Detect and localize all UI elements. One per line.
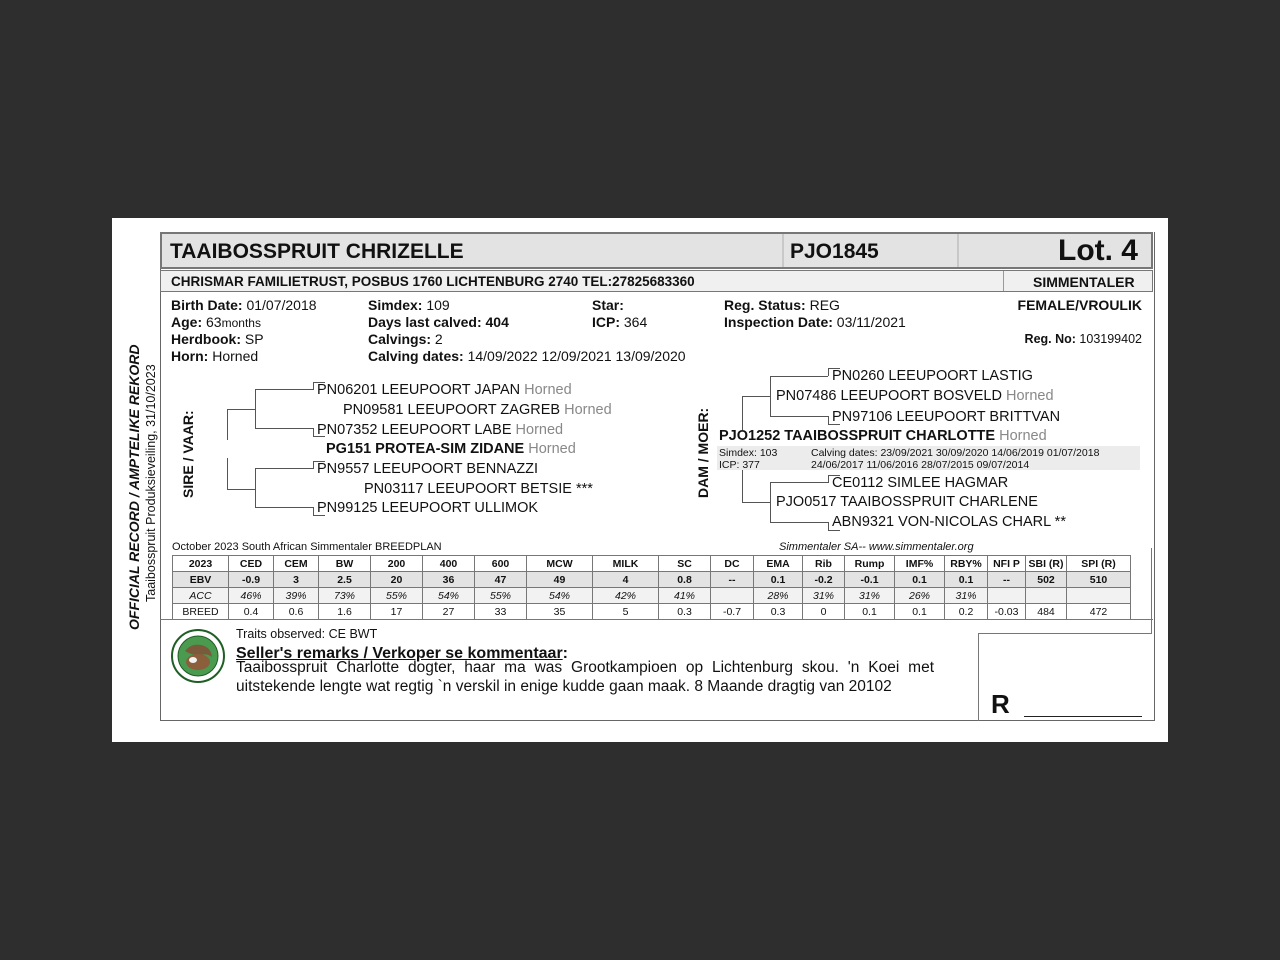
birth-date: Birth Date: 01/07/2018 bbox=[171, 297, 317, 313]
sire-sire: PN09581 LEEUPOORT ZAGREB Horned bbox=[343, 402, 612, 418]
headers-cell: CEM bbox=[274, 556, 319, 572]
age: Age: 63months bbox=[171, 314, 261, 330]
headers-cell: 200 bbox=[371, 556, 423, 572]
dam-calving-dates: Calving dates: 23/09/2021 30/09/2020 14/06/2019 01/07/2018 bbox=[811, 447, 1100, 459]
breed-cell: 35 bbox=[527, 604, 593, 620]
breed-cell: 0.3 bbox=[754, 604, 803, 620]
acc-cell: 55% bbox=[475, 588, 527, 604]
dam-sire-dam: PN97106 LEEUPOORT BRITTVAN bbox=[832, 409, 1061, 425]
headers-cell: IMF% bbox=[895, 556, 945, 572]
acc-cell: 28% bbox=[754, 588, 803, 604]
days-last-calved: Days last calved: 404 bbox=[368, 314, 509, 330]
breed-cell: -0.03 bbox=[988, 604, 1026, 620]
sire-sire-sire: PN06201 LEEUPOORT JAPAN Horned bbox=[317, 382, 572, 398]
acc-cell: 26% bbox=[895, 588, 945, 604]
ebv-cell: 502 bbox=[1026, 572, 1067, 588]
simmentaler-sa-logo-icon bbox=[171, 629, 225, 683]
ebv-cell: 0.1 bbox=[754, 572, 803, 588]
acc-cell: 31% bbox=[945, 588, 988, 604]
dam-icp: ICP: 377 bbox=[719, 459, 760, 471]
acc-cell: 41% bbox=[659, 588, 711, 604]
headers-cell: MCW bbox=[527, 556, 593, 572]
ebv-cell: 2.5 bbox=[319, 572, 371, 588]
price-input-line[interactable] bbox=[1024, 716, 1142, 717]
headers-cell: 2023 bbox=[173, 556, 229, 572]
animal-id: PJO1845 bbox=[790, 240, 879, 263]
acc-cell bbox=[1067, 588, 1131, 604]
acc-cell bbox=[988, 588, 1026, 604]
breed-cell: 472 bbox=[1067, 604, 1131, 620]
reg-number: Reg. No: 103199402 bbox=[1024, 332, 1142, 346]
acc-cell: 42% bbox=[593, 588, 659, 604]
headers-cell: Rib bbox=[803, 556, 845, 572]
ebv-cell: -0.1 bbox=[845, 572, 895, 588]
reg-status: Reg. Status: REG bbox=[724, 297, 840, 313]
breed-cell: 0.2 bbox=[945, 604, 988, 620]
breed-cell: 33 bbox=[475, 604, 527, 620]
acc-cell: 46% bbox=[229, 588, 274, 604]
ebv-cell: 0.1 bbox=[895, 572, 945, 588]
breed-cell: 0.4 bbox=[229, 604, 274, 620]
breed-cell: -0.7 bbox=[711, 604, 754, 620]
acc-cell: 39% bbox=[274, 588, 319, 604]
dam-simdex: Simdex: 103 bbox=[719, 447, 778, 459]
ebv-cell: 20 bbox=[371, 572, 423, 588]
ebv-cell: 3 bbox=[274, 572, 319, 588]
acc-cell bbox=[1026, 588, 1067, 604]
ebv-cell: -- bbox=[988, 572, 1026, 588]
breed-cell: 0 bbox=[803, 604, 845, 620]
headers-cell: Rump bbox=[845, 556, 895, 572]
headers-cell: EMA bbox=[754, 556, 803, 572]
dam-dam-sire: CE0112 SIMLEE HAGMAR bbox=[832, 475, 1009, 491]
ebv-cell: EBV bbox=[173, 572, 229, 588]
acc-cell: 55% bbox=[371, 588, 423, 604]
headers-cell: SBI (R) bbox=[1026, 556, 1067, 572]
seller-remarks: Taaibosspruit Charlotte dogter, haar ma was Grootkampioen op Lichtenburg skou. 'n Koei met uitstekende lengte wat regtig `n verskil in enige kudde gaan maak. 8 Maande dragtig van 20102 bbox=[236, 659, 934, 695]
dam-sire: PN07486 LEEUPOORT BOSVELD Horned bbox=[776, 388, 1054, 404]
breed-cell: BREED bbox=[173, 604, 229, 620]
calvings: Calvings: 2 bbox=[368, 331, 443, 347]
headers-cell: SPI (R) bbox=[1067, 556, 1131, 572]
breed-cell: 0.1 bbox=[845, 604, 895, 620]
ebv-cell: 510 bbox=[1067, 572, 1131, 588]
calving-dates: Calving dates: 14/09/2022 12/09/2021 13/09/2020 bbox=[368, 348, 686, 364]
breed-cell: 484 bbox=[1026, 604, 1067, 620]
lot-card bbox=[112, 218, 1168, 742]
breed-cell: 5 bbox=[593, 604, 659, 620]
breed-cell: 0.1 bbox=[895, 604, 945, 620]
headers-cell: SC bbox=[659, 556, 711, 572]
sex: FEMALE/VROULIK bbox=[1017, 297, 1142, 313]
ebv-cell: -- bbox=[711, 572, 754, 588]
headers-cell: DC bbox=[711, 556, 754, 572]
acc-cell: 54% bbox=[527, 588, 593, 604]
headers-cell: RBY% bbox=[945, 556, 988, 572]
breed-cell: 27 bbox=[423, 604, 475, 620]
acc-cell: 54% bbox=[423, 588, 475, 604]
price-label: R bbox=[991, 689, 1010, 719]
star: Star: bbox=[592, 297, 624, 313]
horn-status: Horn: Horned bbox=[171, 348, 259, 364]
ebv-cell: 49 bbox=[527, 572, 593, 588]
breedplan-site: Simmentaler SA-- www.simmentaler.org bbox=[779, 541, 974, 553]
herdbook: Herdbook: SP bbox=[171, 331, 264, 347]
ebv-cell: -0.2 bbox=[803, 572, 845, 588]
headers-cell: BW bbox=[319, 556, 371, 572]
table-header-row bbox=[173, 556, 1131, 572]
breed-label: SIMMENTALER bbox=[1033, 274, 1135, 290]
dam-dam: PJO0517 TAAIBOSSPRUIT CHARLENE bbox=[776, 494, 1038, 510]
animal-name: TAAIBOSSPRUIT CHRIZELLE bbox=[170, 240, 464, 263]
breed-cell: 0.3 bbox=[659, 604, 711, 620]
sire-dam-dam: PN99125 LEEUPOORT ULLIMOK bbox=[317, 500, 539, 516]
ebv-cell: 36 bbox=[423, 572, 475, 588]
table-row-ebv bbox=[173, 572, 1131, 588]
breed-cell: 17 bbox=[371, 604, 423, 620]
dam-label: DAM / MOER: bbox=[695, 407, 711, 498]
inspection-date: Inspection Date: 03/11/2021 bbox=[724, 314, 906, 330]
remarks-title: Seller's remarks / Verkoper se kommentaar: bbox=[236, 645, 568, 662]
acc-cell: 73% bbox=[319, 588, 371, 604]
acc-cell bbox=[711, 588, 754, 604]
sire-label: SIRE / VAAR: bbox=[180, 410, 196, 498]
sire-dam-sire: PN9557 LEEUPOORT BENNAZZI bbox=[317, 461, 539, 477]
icp: ICP: 364 bbox=[592, 314, 648, 330]
lot-number: Lot. 4 bbox=[1058, 234, 1138, 267]
official-record-label: OFFICIAL RECORD / AMPTELIKE REKORD bbox=[126, 344, 142, 630]
ebv-cell: 47 bbox=[475, 572, 527, 588]
traits-observed: Traits observed: CE BWT bbox=[236, 627, 378, 641]
dam-sire-sire: PN0260 LEEUPOORT LASTIG bbox=[832, 368, 1033, 384]
simdex: Simdex: 109 bbox=[368, 297, 450, 313]
dam-dam-dam: ABN9321 VON-NICOLAS CHARL ** bbox=[832, 514, 1066, 530]
ebv-cell: -0.9 bbox=[229, 572, 274, 588]
headers-cell: MILK bbox=[593, 556, 659, 572]
ebv-cell: 0.8 bbox=[659, 572, 711, 588]
sire-dam: PN03117 LEEUPOORT BETSIE *** bbox=[364, 481, 593, 497]
headers-cell: 400 bbox=[423, 556, 475, 572]
acc-cell: 31% bbox=[803, 588, 845, 604]
breedplan-table bbox=[172, 555, 1131, 620]
ebv-cell: 4 bbox=[593, 572, 659, 588]
breed-cell: 0.6 bbox=[274, 604, 319, 620]
headers-cell: 600 bbox=[475, 556, 527, 572]
table-row-breed bbox=[173, 604, 1131, 620]
acc-cell: 31% bbox=[845, 588, 895, 604]
owner-info: CHRISMAR FAMILIETRUST, POSBUS 1760 LICHTENBURG 2740 TEL:27825683360 bbox=[171, 274, 695, 289]
breedplan-title: October 2023 South African Simmentaler BREEDPLAN bbox=[172, 541, 442, 553]
dam-calving-dates-2: 24/06/2017 11/06/2016 28/07/2015 09/07/2014 bbox=[811, 459, 1030, 471]
sire-sire-dam: PN07352 LEEUPOORT LABE Horned bbox=[317, 422, 564, 438]
headers-cell: CED bbox=[229, 556, 274, 572]
acc-cell: ACC bbox=[173, 588, 229, 604]
headers-cell: NFI P bbox=[988, 556, 1026, 572]
dam: PJO1252 TAAIBOSSPRUIT CHARLOTTE Horned bbox=[719, 428, 1047, 444]
table-row-acc bbox=[173, 588, 1131, 604]
breed-cell: 1.6 bbox=[319, 604, 371, 620]
auction-label: Taaibosspruit Produksieveiling, 31/10/2023 bbox=[144, 364, 158, 602]
ebv-cell: 0.1 bbox=[945, 572, 988, 588]
sire: PG151 PROTEA-SIM ZIDANE Horned bbox=[326, 441, 576, 457]
